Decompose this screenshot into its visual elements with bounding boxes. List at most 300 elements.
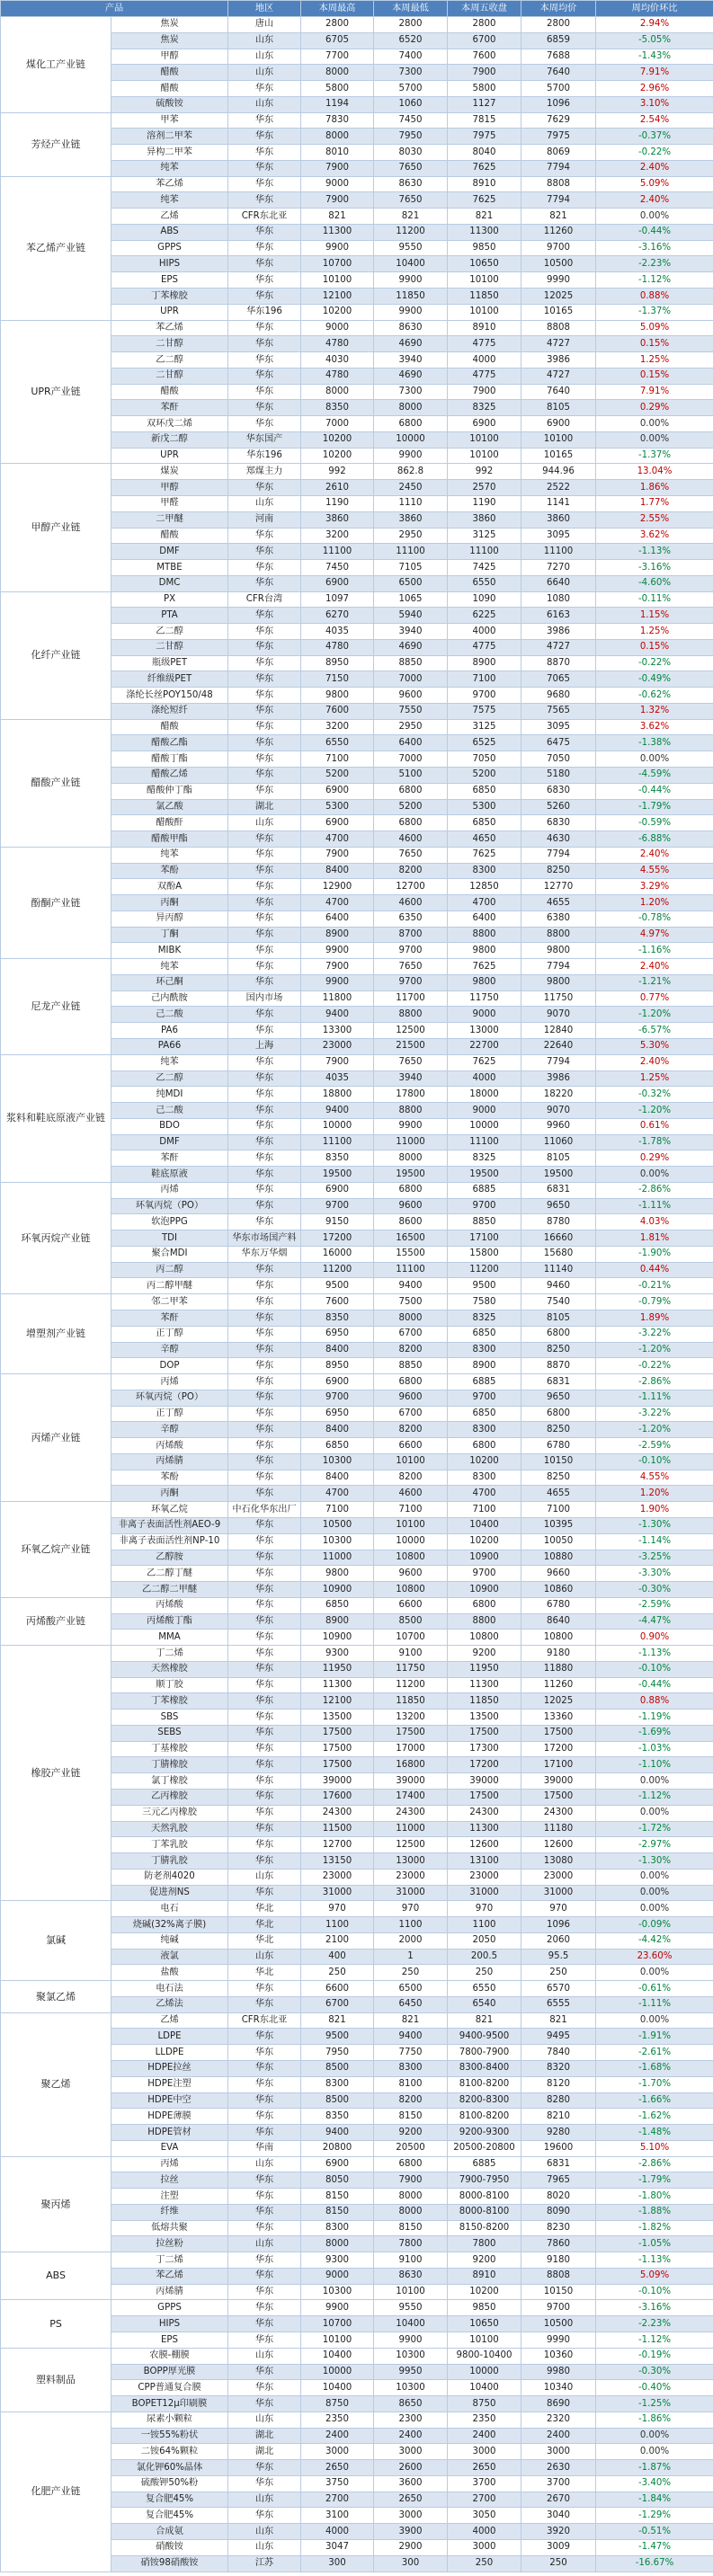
cell-week-low: 1065 bbox=[374, 591, 448, 608]
cell-week-low: 1100 bbox=[374, 1917, 448, 1933]
cell-week-avg: 5180 bbox=[521, 767, 596, 783]
cell-week-low: 6800 bbox=[374, 1374, 448, 1390]
cell-week-change: 0.00% bbox=[596, 416, 713, 432]
cell-friday-close: 11850 bbox=[448, 1693, 521, 1710]
cell-friday-close: 6885 bbox=[448, 1374, 521, 1390]
cell-week-low: 3940 bbox=[374, 624, 448, 640]
table-row bbox=[1, 2348, 713, 2364]
cell-week-change: -1.86% bbox=[596, 2412, 713, 2428]
cell-friday-close: 7100 bbox=[448, 1502, 521, 1518]
cell-week-change: -1.03% bbox=[596, 1741, 713, 1757]
cell-product-name: 二甘醇 bbox=[111, 336, 228, 352]
cell-week-change: -4.47% bbox=[596, 1613, 713, 1630]
table-header bbox=[1, 1, 713, 17]
chain-label: 尼龙产业链 bbox=[1, 959, 111, 1055]
cell-week-low: 6500 bbox=[374, 575, 448, 591]
cell-week-change: -0.44% bbox=[596, 1677, 713, 1693]
cell-week-avg: 8230 bbox=[521, 2220, 596, 2236]
cell-week-avg: 8870 bbox=[521, 1358, 596, 1374]
cell-week-change: -1.78% bbox=[596, 1134, 713, 1150]
cell-week-low: 2300 bbox=[374, 2412, 448, 2428]
cell-region: 山东 bbox=[228, 65, 301, 81]
cell-week-low: 9600 bbox=[374, 1566, 448, 1582]
cell-week-change: 5.30% bbox=[596, 1039, 713, 1055]
chain-label: 苯乙烯产业链 bbox=[1, 176, 111, 320]
cell-week-low: 11000 bbox=[374, 1134, 448, 1150]
cell-week-high: 8400 bbox=[301, 1342, 374, 1358]
table-row bbox=[1, 1502, 713, 1518]
cell-product-name: 氯化钾60%晶体 bbox=[111, 2460, 228, 2476]
cell-week-avg: 8870 bbox=[521, 655, 596, 671]
cell-product-name: 纯MDI bbox=[111, 1087, 228, 1103]
cell-week-avg: 2630 bbox=[521, 2460, 596, 2476]
cell-friday-close: 10400 bbox=[448, 1517, 521, 1533]
cell-week-low: 17000 bbox=[374, 1741, 448, 1757]
cell-week-change: -3.16% bbox=[596, 560, 713, 576]
cell-week-change: -1.12% bbox=[596, 2332, 713, 2349]
cell-region: 华东 bbox=[228, 400, 301, 416]
cell-friday-close: 8040 bbox=[448, 145, 521, 161]
cell-friday-close: 17500 bbox=[448, 1725, 521, 1741]
cell-friday-close: 8300 bbox=[448, 1342, 521, 1358]
cell-region: 华东 bbox=[228, 1757, 301, 1773]
cell-region: 国内市场 bbox=[228, 990, 301, 1007]
cell-week-change: -1.69% bbox=[596, 1725, 713, 1741]
cell-week-low: 1060 bbox=[374, 96, 448, 112]
cell-week-high: 8150 bbox=[301, 2204, 374, 2220]
cell-week-high: 11950 bbox=[301, 1661, 374, 1677]
cell-week-change: -0.51% bbox=[596, 2524, 713, 2540]
cell-week-change: -1.11% bbox=[596, 1996, 713, 2012]
cell-region: 华东 bbox=[228, 192, 301, 209]
cell-week-low: 7650 bbox=[374, 160, 448, 176]
table-row bbox=[1, 176, 713, 192]
cell-week-change: 0.00% bbox=[596, 2428, 713, 2444]
cell-week-change: 0.00% bbox=[596, 2444, 713, 2460]
cell-week-change: -2.86% bbox=[596, 2156, 713, 2172]
cell-product-name: 环氧丙烷（PO） bbox=[111, 1198, 228, 1214]
cell-region: 华东 bbox=[228, 1406, 301, 1422]
cell-week-avg: 10880 bbox=[521, 1550, 596, 1566]
cell-week-high: 1097 bbox=[301, 591, 374, 608]
cell-region: 华东 bbox=[228, 719, 301, 735]
cell-friday-close: 7900 bbox=[448, 384, 521, 400]
cell-week-change: -1.62% bbox=[596, 2109, 713, 2125]
cell-week-high: 6700 bbox=[301, 1996, 374, 2012]
cell-friday-close: 8200-8300 bbox=[448, 2092, 521, 2109]
cell-week-avg: 7640 bbox=[521, 384, 596, 400]
cell-week-avg: 7688 bbox=[521, 49, 596, 65]
cell-product-name: 注塑 bbox=[111, 2189, 228, 2205]
cell-week-high: 3000 bbox=[301, 2444, 374, 2460]
cell-region: 山东 bbox=[228, 2236, 301, 2252]
cell-product-name: PA6 bbox=[111, 1023, 228, 1039]
cell-week-high: 8900 bbox=[301, 927, 374, 943]
chain-label: 环氧乙烷产业链 bbox=[1, 1502, 111, 1598]
cell-week-avg: 8800 bbox=[521, 927, 596, 943]
cell-friday-close: 3860 bbox=[448, 511, 521, 528]
cell-week-change: 2.94% bbox=[596, 17, 713, 33]
cell-week-low: 10300 bbox=[374, 2348, 448, 2364]
cell-product-name: UPR bbox=[111, 304, 228, 320]
cell-week-avg: 2522 bbox=[521, 480, 596, 496]
cell-week-high: 10200 bbox=[301, 431, 374, 448]
cell-product-name: 氯乙酸 bbox=[111, 799, 228, 815]
table-row bbox=[1, 2412, 713, 2428]
cell-week-change: 1.15% bbox=[596, 608, 713, 624]
cell-week-high: 1100 bbox=[301, 1917, 374, 1933]
cell-region: 华东 bbox=[228, 1789, 301, 1805]
cell-friday-close: 7900-7950 bbox=[448, 2172, 521, 2189]
cell-product-name: 丙酮 bbox=[111, 895, 228, 911]
cell-week-avg: 250 bbox=[521, 1965, 596, 1981]
cell-friday-close: 17100 bbox=[448, 1230, 521, 1247]
cell-week-avg: 6800 bbox=[521, 1326, 596, 1342]
cell-week-avg: 3095 bbox=[521, 528, 596, 544]
cell-week-high: 10000 bbox=[301, 1118, 374, 1134]
cell-product-name: 农膜-棚膜 bbox=[111, 2348, 228, 2364]
cell-week-high: 7900 bbox=[301, 959, 374, 975]
cell-region: 中石化华东出厂 bbox=[228, 1502, 301, 1518]
cell-week-change: -3.22% bbox=[596, 1406, 713, 1422]
cell-week-high: 5200 bbox=[301, 767, 374, 783]
cell-week-change: -1.05% bbox=[596, 2236, 713, 2252]
cell-week-avg: 9960 bbox=[521, 1118, 596, 1134]
cell-week-avg: 11750 bbox=[521, 990, 596, 1007]
cell-week-change: -0.10% bbox=[596, 1453, 713, 1470]
cell-week-low: 12700 bbox=[374, 879, 448, 895]
cell-product-name: GPPS bbox=[111, 240, 228, 256]
cell-week-avg: 6900 bbox=[521, 416, 596, 432]
cell-week-change: 4.55% bbox=[596, 863, 713, 879]
cell-week-high: 8400 bbox=[301, 1422, 374, 1438]
cell-week-low: 8200 bbox=[374, 1342, 448, 1358]
cell-week-avg: 8780 bbox=[521, 1214, 596, 1230]
cell-week-change: -2.23% bbox=[596, 2316, 713, 2332]
cell-week-high: 17600 bbox=[301, 1789, 374, 1805]
cell-week-avg: 821 bbox=[521, 209, 596, 225]
cell-week-avg: 7050 bbox=[521, 751, 596, 768]
cell-week-avg: 8320 bbox=[521, 2061, 596, 2077]
cell-week-avg: 944.96 bbox=[521, 464, 596, 480]
cell-region: 江苏 bbox=[228, 2555, 301, 2572]
cell-week-low: 4600 bbox=[374, 895, 448, 911]
cell-region: 华东 bbox=[228, 1741, 301, 1757]
cell-week-change: -2.86% bbox=[596, 1374, 713, 1390]
cell-week-high: 11200 bbox=[301, 1262, 374, 1278]
cell-week-low: 6500 bbox=[374, 1981, 448, 1997]
cell-friday-close: 4700 bbox=[448, 1486, 521, 1502]
cell-week-change: 23.60% bbox=[596, 1949, 713, 1965]
cell-product-name: 丙二醇甲醚 bbox=[111, 1278, 228, 1294]
cell-region: 华东 bbox=[228, 1182, 301, 1198]
cell-week-low: 8630 bbox=[374, 2268, 448, 2284]
cell-week-avg: 7965 bbox=[521, 2172, 596, 2189]
cell-week-low: 9100 bbox=[374, 1646, 448, 1662]
cell-week-high: 3750 bbox=[301, 2475, 374, 2492]
cell-week-change: 3.62% bbox=[596, 719, 713, 735]
cell-week-change: 3.29% bbox=[596, 879, 713, 895]
cell-week-change: -1.25% bbox=[596, 2396, 713, 2412]
cell-region: 华东 bbox=[228, 2045, 301, 2061]
cell-week-change: -16.67% bbox=[596, 2555, 713, 2572]
cell-friday-close: 7625 bbox=[448, 192, 521, 209]
cell-week-high: 12100 bbox=[301, 1693, 374, 1710]
cell-week-low: 39000 bbox=[374, 1773, 448, 1790]
cell-week-high: 13500 bbox=[301, 1710, 374, 1726]
cell-week-avg: 10500 bbox=[521, 2316, 596, 2332]
cell-week-avg: 11180 bbox=[521, 1821, 596, 1837]
cell-week-avg: 9495 bbox=[521, 2029, 596, 2045]
cell-week-low: 8200 bbox=[374, 2092, 448, 2109]
cell-product-name: 煤炭 bbox=[111, 464, 228, 480]
cell-friday-close: 4000 bbox=[448, 2524, 521, 2540]
cell-week-low: 11200 bbox=[374, 224, 448, 240]
cell-week-low: 20500 bbox=[374, 2140, 448, 2156]
cell-product-name: 涤纶长丝POY150/48 bbox=[111, 688, 228, 704]
cell-week-avg: 2800 bbox=[521, 17, 596, 33]
cell-region: 华东 bbox=[228, 2332, 301, 2349]
cell-region: 华东 bbox=[228, 910, 301, 927]
cell-product-name: 甲醇 bbox=[111, 480, 228, 496]
cell-week-high: 8900 bbox=[301, 1613, 374, 1630]
cell-friday-close: 17500 bbox=[448, 1789, 521, 1805]
cell-week-change: 0.00% bbox=[596, 1901, 713, 1917]
cell-friday-close: 11300 bbox=[448, 224, 521, 240]
cell-product-name: 甲醛 bbox=[111, 495, 228, 511]
cell-product-name: GPPS bbox=[111, 2300, 228, 2316]
cell-region: 华东 bbox=[228, 959, 301, 975]
cell-region: 华东 bbox=[228, 145, 301, 161]
cell-friday-close: 7575 bbox=[448, 703, 521, 719]
cell-week-high: 8950 bbox=[301, 1358, 374, 1374]
cell-week-change: 2.96% bbox=[596, 81, 713, 97]
cell-week-avg: 9070 bbox=[521, 1103, 596, 1119]
cell-friday-close: 4000 bbox=[448, 1070, 521, 1087]
cell-friday-close: 6850 bbox=[448, 815, 521, 831]
cell-friday-close: 17200 bbox=[448, 1757, 521, 1773]
cell-week-high: 7900 bbox=[301, 160, 374, 176]
cell-friday-close: 1090 bbox=[448, 591, 521, 608]
cell-friday-close: 992 bbox=[448, 464, 521, 480]
cell-friday-close: 8150-8200 bbox=[448, 2220, 521, 2236]
cell-week-high: 4035 bbox=[301, 1070, 374, 1087]
table-row bbox=[1, 112, 713, 129]
cell-week-low: 8000 bbox=[374, 1310, 448, 1327]
cell-region: 华东 bbox=[228, 1134, 301, 1150]
cell-product-name: 低熔共聚 bbox=[111, 2220, 228, 2236]
cell-product-name: 乙烯 bbox=[111, 209, 228, 225]
cell-week-high: 10700 bbox=[301, 256, 374, 272]
cell-week-low: 6800 bbox=[374, 2156, 448, 2172]
cell-friday-close: 1127 bbox=[448, 96, 521, 112]
cell-product-name: 新戊二醇 bbox=[111, 431, 228, 448]
cell-week-change: 1.89% bbox=[596, 1310, 713, 1327]
cell-week-low: 7650 bbox=[374, 959, 448, 975]
cell-week-change: -1.79% bbox=[596, 2172, 713, 2189]
cell-friday-close: 2570 bbox=[448, 480, 521, 496]
cell-product-name: 邻二甲苯 bbox=[111, 1294, 228, 1310]
cell-week-avg: 8808 bbox=[521, 320, 596, 336]
cell-week-high: 6950 bbox=[301, 1406, 374, 1422]
cell-week-change: 2.40% bbox=[596, 160, 713, 176]
cell-region: 华东 bbox=[228, 1070, 301, 1087]
cell-week-change: -1.91% bbox=[596, 2029, 713, 2045]
cell-week-low: 12500 bbox=[374, 1023, 448, 1039]
cell-week-avg: 12770 bbox=[521, 879, 596, 895]
cell-week-change: -1.20% bbox=[596, 1103, 713, 1119]
cell-week-high: 8000 bbox=[301, 384, 374, 400]
cell-week-change: 0.90% bbox=[596, 1630, 713, 1646]
cell-region: 华东 bbox=[228, 831, 301, 848]
cell-product-name: 异构二甲苯 bbox=[111, 145, 228, 161]
cell-week-low: 7900 bbox=[374, 2172, 448, 2189]
cell-week-low: 6400 bbox=[374, 735, 448, 751]
cell-week-low: 7750 bbox=[374, 2045, 448, 2061]
cell-week-change: 2.40% bbox=[596, 959, 713, 975]
cell-region: 华东 bbox=[228, 1294, 301, 1310]
cell-week-low: 2000 bbox=[374, 1932, 448, 1949]
cell-week-low: 10700 bbox=[374, 1630, 448, 1646]
cell-product-name: 纯苯 bbox=[111, 192, 228, 209]
cell-week-avg: 8090 bbox=[521, 2204, 596, 2220]
cell-region: CFR东北亚 bbox=[228, 2012, 301, 2029]
cell-week-low: 10100 bbox=[374, 1453, 448, 1470]
table-row bbox=[1, 719, 713, 735]
cell-friday-close: 10100 bbox=[448, 304, 521, 320]
cell-week-low: 10800 bbox=[374, 1550, 448, 1566]
cell-week-high: 8350 bbox=[301, 2109, 374, 2125]
cell-product-name: DOP bbox=[111, 1358, 228, 1374]
cell-week-change: -0.10% bbox=[596, 1661, 713, 1677]
cell-region: 华东万华烟 bbox=[228, 1246, 301, 1262]
cell-friday-close: 20500-20800 bbox=[448, 2140, 521, 2156]
cell-week-low: 11200 bbox=[374, 1677, 448, 1693]
cell-week-change: -0.22% bbox=[596, 145, 713, 161]
cell-week-change: -1.11% bbox=[596, 1390, 713, 1406]
cell-product-name: 乙醇胺 bbox=[111, 1550, 228, 1566]
cell-product-name: 苯酐 bbox=[111, 1150, 228, 1167]
cell-week-low: 9900 bbox=[374, 448, 448, 464]
cell-week-low: 7500 bbox=[374, 1294, 448, 1310]
cell-week-high: 8350 bbox=[301, 1310, 374, 1327]
cell-friday-close: 2400 bbox=[448, 2428, 521, 2444]
cell-week-high: 24300 bbox=[301, 1805, 374, 1821]
cell-week-avg: 8250 bbox=[521, 863, 596, 879]
cell-week-change: 7.91% bbox=[596, 65, 713, 81]
cell-friday-close: 6850 bbox=[448, 1326, 521, 1342]
cell-product-name: 焦炭 bbox=[111, 17, 228, 33]
table-row bbox=[1, 847, 713, 863]
cell-friday-close: 2650 bbox=[448, 2460, 521, 2476]
cell-product-name: 二甲醚 bbox=[111, 511, 228, 528]
cell-region: 华东 bbox=[228, 2125, 301, 2141]
cell-region: 华北 bbox=[228, 1917, 301, 1933]
cell-week-low: 9400 bbox=[374, 2029, 448, 2045]
cell-product-name: 天然乳胶 bbox=[111, 1821, 228, 1837]
cell-region: 华东 bbox=[228, 1023, 301, 1039]
cell-week-avg: 12025 bbox=[521, 289, 596, 305]
cell-product-name: MMA bbox=[111, 1630, 228, 1646]
cell-week-high: 1190 bbox=[301, 495, 374, 511]
chain-label: 环氧丙烷产业链 bbox=[1, 1182, 111, 1293]
cell-week-high: 8950 bbox=[301, 655, 374, 671]
cell-product-name: 丁苯橡胶 bbox=[111, 289, 228, 305]
cell-region: CFR东北亚 bbox=[228, 209, 301, 225]
cell-region: 华东 bbox=[228, 1390, 301, 1406]
cell-product-name: 醋酸 bbox=[111, 384, 228, 400]
cell-region: 华东 bbox=[228, 2076, 301, 2092]
cell-week-high: 10900 bbox=[301, 1630, 374, 1646]
cell-friday-close: 11300 bbox=[448, 1821, 521, 1837]
cell-week-avg: 6831 bbox=[521, 1182, 596, 1198]
cell-week-avg: 7540 bbox=[521, 1294, 596, 1310]
chain-label: 甲醇产业链 bbox=[1, 464, 111, 591]
cell-region: 华东 bbox=[228, 2172, 301, 2189]
cell-friday-close: 3000 bbox=[448, 2539, 521, 2555]
cell-product-name: 丙烯酸 bbox=[111, 1438, 228, 1454]
cell-product-name: ABS bbox=[111, 224, 228, 240]
cell-week-high: 9900 bbox=[301, 943, 374, 959]
cell-week-low: 7000 bbox=[374, 751, 448, 768]
cell-week-low: 11100 bbox=[374, 544, 448, 560]
cell-week-low: 11850 bbox=[374, 289, 448, 305]
cell-region: 华东 bbox=[228, 176, 301, 192]
cell-region: 华东 bbox=[228, 1805, 301, 1821]
cell-week-avg: 9650 bbox=[521, 1198, 596, 1214]
cell-week-change: -1.13% bbox=[596, 2252, 713, 2269]
chain-label: 聚丙烯 bbox=[1, 2156, 111, 2252]
cell-week-change: 1.25% bbox=[596, 352, 713, 369]
cell-week-high: 9900 bbox=[301, 240, 374, 256]
cell-week-avg: 7975 bbox=[521, 129, 596, 145]
cell-product-name: 乙二醇二甲醚 bbox=[111, 1582, 228, 1598]
cell-week-high: 6270 bbox=[301, 608, 374, 624]
cell-region: 华东 bbox=[228, 2364, 301, 2380]
cell-friday-close: 22700 bbox=[448, 1039, 521, 1055]
cell-week-low: 10100 bbox=[374, 1517, 448, 1533]
cell-week-high: 4780 bbox=[301, 639, 374, 655]
cell-week-change: 1.86% bbox=[596, 480, 713, 496]
cell-week-high: 9400 bbox=[301, 1103, 374, 1119]
chain-label: 聚乙烯 bbox=[1, 2012, 111, 2156]
cell-region: 华东 bbox=[228, 2380, 301, 2396]
cell-week-change: -1.10% bbox=[596, 1757, 713, 1773]
cell-week-avg: 10800 bbox=[521, 1630, 596, 1646]
cell-region: 华北 bbox=[228, 1965, 301, 1981]
cell-friday-close: 7050 bbox=[448, 751, 521, 768]
cell-week-high: 9700 bbox=[301, 1198, 374, 1214]
cell-product-name: 丙烯 bbox=[111, 1182, 228, 1198]
cell-product-name: BDO bbox=[111, 1118, 228, 1134]
cell-week-avg: 10395 bbox=[521, 1517, 596, 1533]
cell-week-low: 6700 bbox=[374, 1406, 448, 1422]
cell-region: 华东 bbox=[228, 1677, 301, 1693]
cell-week-high: 13150 bbox=[301, 1853, 374, 1870]
cell-product-name: 苯乙烯 bbox=[111, 176, 228, 192]
cell-week-avg: 4655 bbox=[521, 895, 596, 911]
cell-product-name: 丙烯酸丁酯 bbox=[111, 1613, 228, 1630]
cell-week-low: 6700 bbox=[374, 1326, 448, 1342]
cell-week-low: 9550 bbox=[374, 240, 448, 256]
cell-product-name: 纯苯 bbox=[111, 847, 228, 863]
cell-region: 华东 bbox=[228, 1198, 301, 1214]
cell-week-high: 300 bbox=[301, 2555, 374, 2572]
cell-week-high: 8500 bbox=[301, 2061, 374, 2077]
cell-region: 华东 bbox=[228, 1054, 301, 1070]
cell-week-avg: 8105 bbox=[521, 1310, 596, 1327]
cell-week-high: 12100 bbox=[301, 289, 374, 305]
